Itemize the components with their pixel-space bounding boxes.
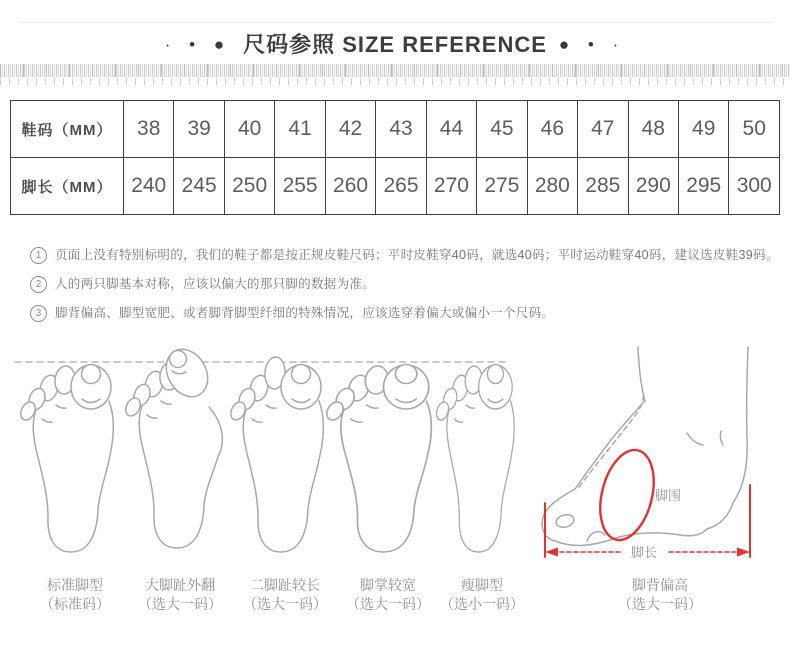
size-table-cell: 270: [426, 158, 476, 215]
size-table-cell: 44: [426, 101, 476, 158]
foot-type-label: [412, 576, 552, 614]
foot-type-name: 瘦脚型: [461, 577, 503, 593]
foot-type-name: 二脚趾较长: [250, 577, 320, 593]
size-table-cell: 40: [224, 101, 274, 158]
size-table-row-label: 脚长（MM）: [11, 158, 124, 215]
foot-type-advice: （选小一码）: [440, 596, 524, 612]
size-table-cell: 41: [275, 101, 325, 158]
ruler-band: [0, 64, 790, 77]
note-number-badge: 3: [30, 305, 47, 322]
notes-list: [30, 246, 780, 333]
footprint-long-second-toe-icon: [228, 356, 323, 552]
measurement-marks: [545, 444, 750, 557]
note-number-badge: 2: [30, 276, 47, 293]
foot-type-name: 脚背偏高: [632, 577, 688, 593]
footprint-narrow-icon: [434, 365, 514, 553]
size-table-cell: 265: [376, 158, 426, 215]
top-divider: [18, 22, 772, 23]
size-table-cell: 38: [124, 101, 174, 158]
foot-girth-label: 脚围: [655, 488, 682, 503]
foot-diagrams-canvas: [0, 345, 790, 568]
size-table: [10, 100, 780, 215]
title-decor-left-dots: · • ●: [164, 35, 232, 54]
size-table-cell: 240: [124, 158, 174, 215]
size-table-cell: 46: [527, 101, 577, 158]
size-table-cell: 290: [628, 158, 678, 215]
note-text: 人的两只脚基本对称，应该以偏大的那只脚的数据为准。: [55, 277, 376, 291]
size-table-cell: 42: [325, 101, 375, 158]
foot-type-advice: （选大一码）: [346, 596, 430, 612]
footprint-standard-icon: [18, 365, 113, 553]
foot-type-labels: [0, 576, 790, 616]
foot-girth-ellipse: [592, 444, 663, 545]
size-table-cell: 255: [275, 158, 325, 215]
size-table-cell: 48: [628, 101, 678, 158]
footprint-bunion-icon: [123, 342, 222, 548]
note-item: [30, 304, 780, 323]
ruler-graphic: [0, 64, 790, 85]
foot-length-label: 脚长: [631, 545, 658, 560]
note-text: 页面上没有特别标明的，我们的鞋子都是按正规皮鞋尺码；平时皮鞋穿40码，就选40码；平时运动鞋穿40码，建议选皮鞋39码。: [55, 248, 779, 262]
size-table-cell: 39: [174, 101, 224, 158]
size-table-cell: 245: [174, 158, 224, 215]
size-table-cell: 43: [376, 101, 426, 158]
size-table-row: [11, 158, 780, 215]
side-foot-icon: [542, 347, 750, 560]
size-table-row-label: 鞋码（MM）: [11, 101, 124, 158]
note-text: 脚背偏高、脚型宽肥、或者脚背脚型纤细的特殊情况，应该选穿着偏大或偏小一个尺码。: [55, 306, 555, 320]
foot-type-name: 大脚趾外翻: [145, 577, 215, 593]
note-item: [30, 275, 780, 294]
size-table-cell: 295: [678, 158, 728, 215]
footprint-wide-icon: [324, 365, 432, 553]
size-table-row: [11, 101, 780, 158]
size-table-cell: 250: [224, 158, 274, 215]
foot-type-advice: （选大一码）: [618, 596, 702, 612]
size-table-cell: 45: [477, 101, 527, 158]
foot-type-advice: （选大一码）: [138, 596, 222, 612]
foot-type-advice: （标准码）: [40, 596, 110, 612]
size-table-cell: 50: [729, 101, 780, 158]
title-decor-right-dots: ● • ·: [558, 35, 626, 54]
foot-diagrams: [0, 345, 790, 568]
note-number-badge: 1: [30, 247, 47, 264]
size-table-cell: 47: [578, 101, 628, 158]
foot-type-name: 脚掌较宽: [360, 577, 416, 593]
size-table-cell: 275: [477, 158, 527, 215]
foot-type-label: [590, 576, 730, 614]
ruler-ticks: [0, 78, 790, 85]
size-table-cell: 300: [729, 158, 780, 215]
note-item: [30, 246, 780, 265]
size-table-cell: 260: [325, 158, 375, 215]
page-title: 尺码参照 SIZE REFERENCE: [243, 32, 547, 57]
size-table-cell: 285: [578, 158, 628, 215]
foot-type-advice: （选大一码）: [243, 596, 327, 612]
foot-type-name: 标准脚型: [47, 577, 103, 593]
section-title: [0, 32, 790, 58]
size-table-cell: 280: [527, 158, 577, 215]
size-table-cell: 49: [678, 101, 728, 158]
